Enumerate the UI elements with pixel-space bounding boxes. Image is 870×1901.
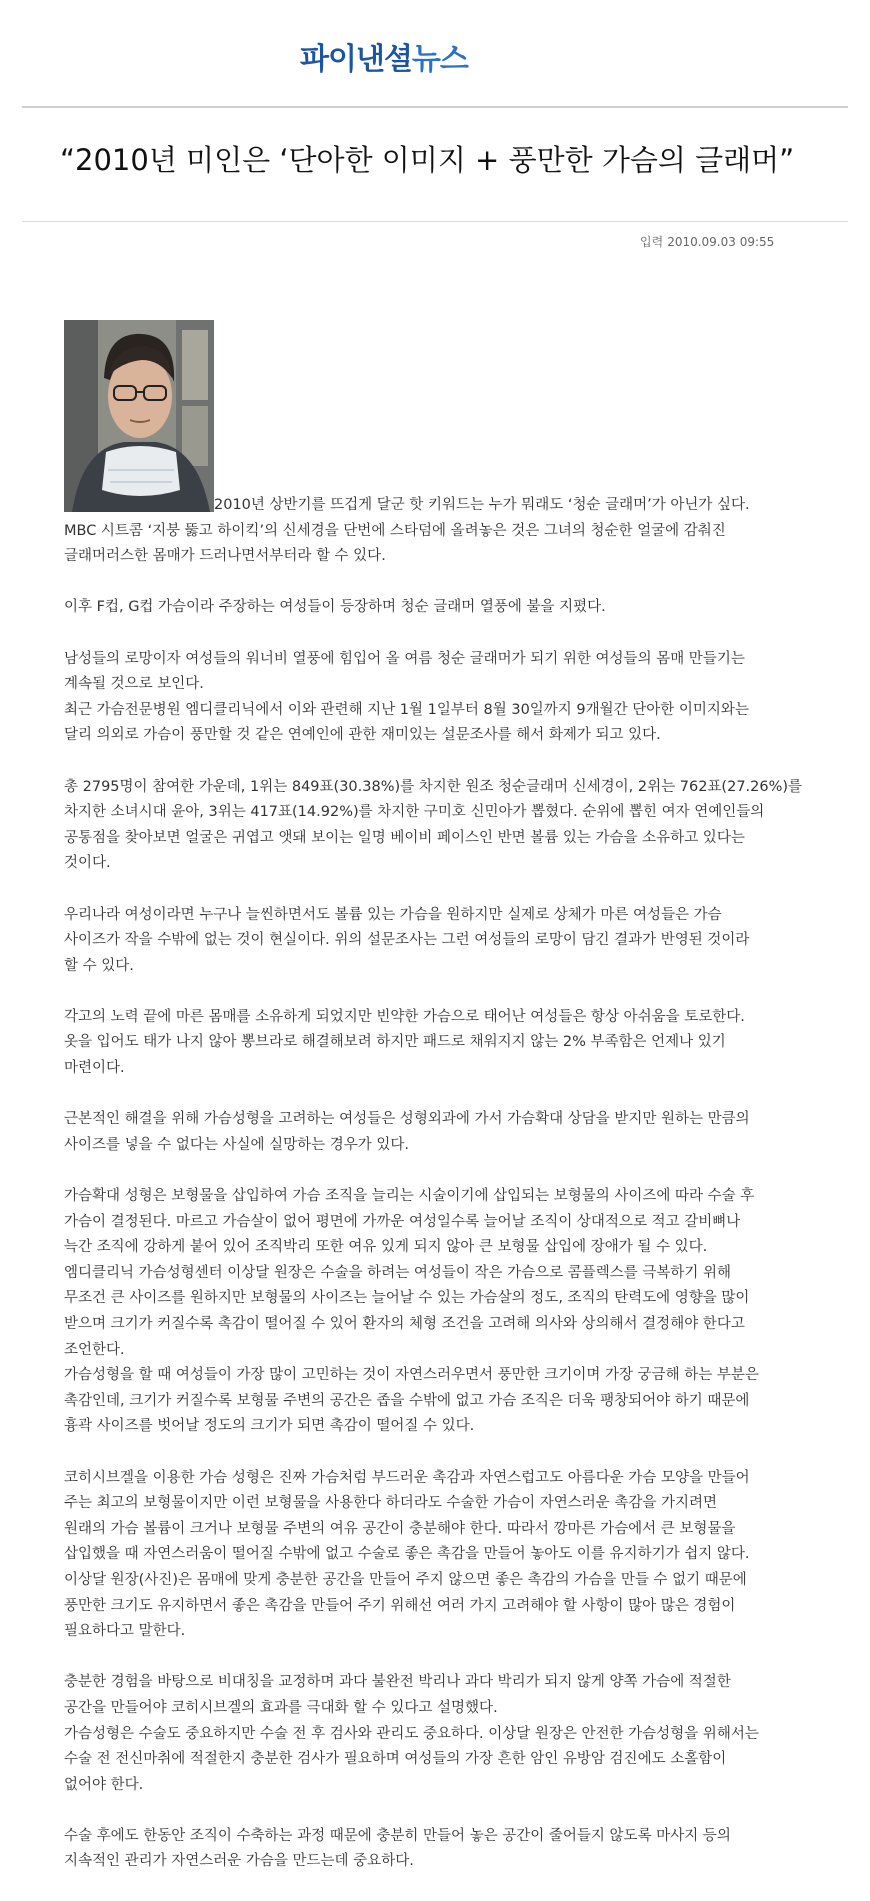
article-body: [64, 493, 816, 1901]
headline-divider: [22, 221, 848, 222]
article-paragraph: 이후 F컵, G컵 가슴이라 주장하는 여성들이 등장하며 청순 글래머 열풍에 불을 지폈다.: [64, 599, 606, 616]
logo-brand-text: 파이낸셜: [300, 42, 412, 77]
article-headline: “2010년 미인은 ‘단아한 이미지 + 풍만한 가슴의 글래머”: [60, 143, 795, 177]
article-paragraph: 우리나라 여성이라면 누구나 늘씬하면서도 볼륨 있는 가슴을 원하지만 실제로 상체가 마른 여성들은 가슴 사이즈가 작을 수밖에 없는 것이 현실이다. 위의 설문조사는 그런 여성들의 로망이 담긴 결과가 반영된 것이라 할 수 있다.: [64, 906, 750, 974]
article-paragraph: 가슴확대 성형은 보형물을 삽입하여 가슴 조직을 늘리는 시술이기에 삽입되는 보형물의 사이즈에 따라 수술 후 가슴이 결정된다. 마르고 가슴살이 없어 평면에 가까운 여성일수록 늘어날 조직이 상대적으로 적고 갈비뼈나 늑간 조직에 강하게 붙어 있어 조직박리 또한 여유 있게 되지 않아 큰 보형물 삽입에 장애가 될 수 있다. 엠디클리닉 가슴성형센터 이상달 원장은 수술을 하려는 여성들이 작은 가슴으로 콤플렉스를 극복하기 위해 무조건 큰 사이즈를 원하지만 보형물의 사이즈는 늘어날 수 있는 가슴살의 정도, 조직의 탄력도에 영향을 많이 받으며 크기가 커질수록 촉감이 떨어질 수 있어 환자의 체형 조건을 고려해 의사와 상의해서 결정해야 한다고 조언한다. 가슴성형을 할 때 여성들이 가장 많이 고민하는 것이 자연스러우면서 풍만한 크기이며 가장 궁금해 하는 부분은 촉감인데, 크기가 커질수록 보형물 주변의 공간은 좁을 수밖에 없고 가슴 조직은 더욱 팽창되어야 하기 때문에 흉곽 사이즈를 벗어날 정도의 크기가 되면 촉감이 떨어질 수 있다.: [64, 1188, 759, 1435]
article-paragraph: 수술 후에도 한동안 조직이 수축하는 과정 때문에 충분히 만들어 놓은 공간이 줄어들지 않도록 마사지 등의 지속적인 관리가 자연스러운 가슴을 만드는데 중요하다.: [64, 1827, 731, 1870]
date-label: 입력: [640, 235, 664, 249]
doctor-photo: [64, 320, 214, 512]
article-paragraph: 총 2795명이 참여한 가운데, 1위는 849표(30.38%)를 차지한 원조 청순글래머 신세경이, 2위는 762표(27.26%)를 차지한 소녀시대 윤아, 3위는 417표(14.92%)를 차지한 구미호 신민아가 뽑혔다. 순위에 뽑힌 여자 연예인들의 공통점을 찾아보면 얼굴은 귀엽고 앳돼 보이는 일명 베이비 페이스인 반면 볼륨 있는 가슴을 소유하고 있다는 것이다.: [64, 778, 803, 872]
article-paragraph: 코히시브겔을 이용한 가슴 성형은 진짜 가슴처럼 부드러운 촉감과 자연스럽고도 아름다운 가슴 모양을 만들어 주는 최고의 보형물이지만 이런 보형물을 사용한다 하더라도 수술한 가슴이 자연스러운 촉감을 가지려면 원래의 가슴 볼륨이 크거나 보형물 주변의 여유 공간이 충분해야 한다. 따라서 깡마른 가슴에서 큰 보형물을 삽입했을 때 자연스러움이 떨어질 수밖에 없고 수술로 좋은 촉감을 만들어 놓아도 이를 유지하기가 쉽지 않다. 이상달 원장(사진)은 몸매에 맞게 충분한 공간을 만들어 주지 않으면 좋은 촉감의 가슴을 만들 수 없기 때문에 풍만한 크기도 유지하면서 좋은 촉감을 만들어 주기 위해선 여러 가지 고려해야 할 사항이 많아 많은 경험이 필요하다고 말한다.: [64, 1469, 750, 1640]
article-paragraph: 충분한 경험을 바탕으로 비대칭을 교정하며 과다 불완전 박리나 과다 박리가 되지 않게 양쪽 가슴에 적절한 공간을 만들어야 코히시브겔의 효과를 극대화 할 수 있다고 설명했다. 가슴성형은 수술도 중요하지만 수술 전 후 검사와 관리도 중요하다. 이상달 원장은 안전한 가슴성형을 위해서는 수술 전 전신마취에 적절한지 충분한 검사가 필요하며 여성들의 가장 흔한 암인 유방암 검진에도 소홀함이 없어야 한다.: [64, 1674, 759, 1793]
article-paragraph: 근본적인 해결을 위해 가슴성형을 고려하는 여성들은 성형외과에 가서 가슴확대 상담을 받지만 원하는 만큼의 사이즈를 넣을 수 없다는 사실에 실망하는 경우가 있다.: [64, 1111, 750, 1153]
logo-news-text: 뉴스: [411, 42, 468, 77]
article-paragraph: 각고의 노력 끝에 마른 몸매를 소유하게 되었지만 빈약한 가슴으로 태어난 여성들은 항상 아쉬움을 토로한다. 옷을 입어도 태가 나지 않아 뽕브라로 해결해보려 하지만 패드로 채워지지 않는 2% 부족함은 언제나 있기 마련이다.: [64, 1008, 745, 1077]
header-divider: [22, 106, 848, 108]
masthead: [0, 0, 870, 100]
article-paragraph: 2010년 상반기를 뜨겁게 달군 핫 키워드는 누가 뭐래도 ‘청순 글래머’가 아닌가 싶다. MBC 시트콤 ‘지붕 뚫고 하이킥’의 신세경을 단번에 스타덤에 올려놓은 것은 그녀의 청순한 얼굴에 감춰진 글래머러스한 몸매가 드러나면서부터라 할 수 있다.: [64, 497, 750, 565]
site-logo[interactable]: [300, 40, 468, 80]
article-paragraph: 남성들의 로망이자 여성들의 워너비 열풍에 힘입어 올 여름 청순 글래머가 되기 위한 여성들의 몸매 만들기는 계속될 것으로 보인다. 최근 가슴전문병원 엠디클리닉에서 이와 관련해 지난 1월 1일부터 8월 30일까지 9개월간 단아한 이미지와는 달리 의외로 가슴이 풍만할 것 같은 연예인에 관한 재미있는 설문조사를 해서 화제가 되고 있다.: [64, 650, 749, 744]
date-value: 2010.09.03 09:55: [667, 235, 775, 249]
article-dateline: [640, 233, 778, 250]
